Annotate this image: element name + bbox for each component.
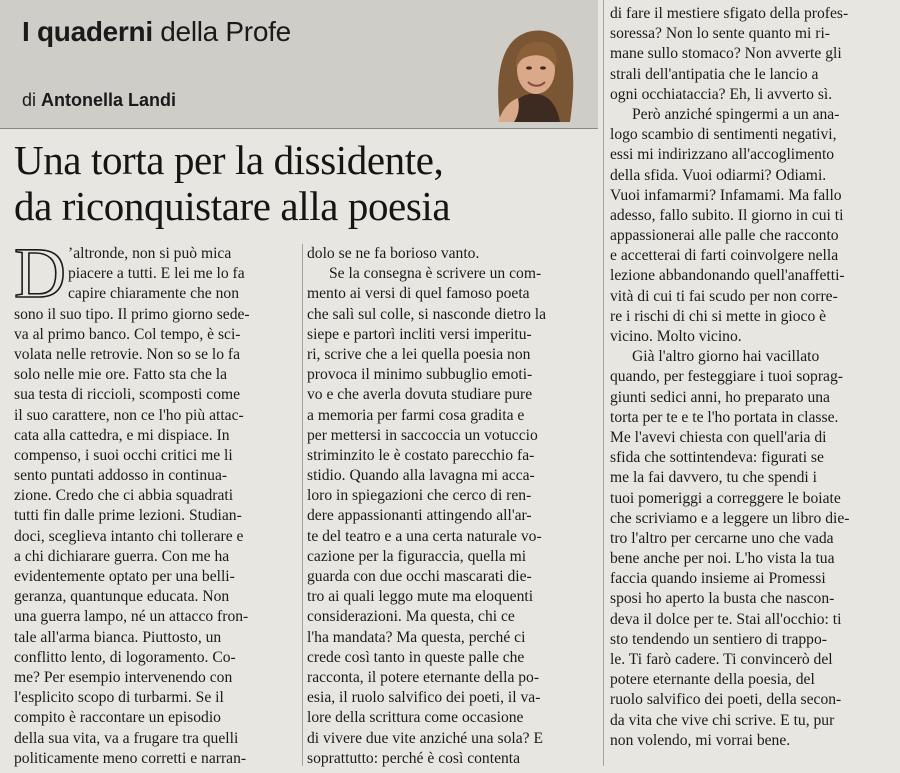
- text-line: sua testa di riccioli, scomposti come: [14, 386, 241, 404]
- byline-prefix: di: [22, 90, 37, 110]
- text-line: esia, il ruolo salvifico dei poeti, il va-: [307, 689, 541, 707]
- text-line: a chi dichiarare guerra. Con me ha: [14, 547, 230, 565]
- text-line: sento puntati addosso in continua-: [14, 467, 228, 485]
- text-line: Vuoi infamarmi? Infamami. Ma fallo: [610, 186, 842, 204]
- text-line: di vivere due vite anziché una sola? E: [307, 729, 543, 747]
- author-photo: [478, 18, 582, 122]
- text-line: della sua vita, va a frugare tra quelli: [14, 729, 239, 747]
- text-line: vità di cui ti fai scudo per non corre-: [610, 287, 838, 305]
- headline-line-2: da riconquistare alla poesia: [14, 183, 451, 229]
- text-line: a memoria per farmi cosa gradita e: [307, 406, 525, 424]
- text-line: potere eternante della poesia, del: [610, 671, 815, 689]
- text-line: striminzito le è costato parecchio fa-: [307, 446, 535, 464]
- text-line: che scriviamo e a leggere un libro die-: [610, 509, 850, 527]
- text-line: tale all'arma bianca. Piuttosto, un: [14, 628, 222, 646]
- text-line: adesso, fallo subito. Il giorno in cui ti: [610, 206, 844, 224]
- text-line: considerazioni. Ma questa, chi ce: [307, 608, 515, 626]
- text-line: della sfida. Vuoi odiarmi? Odiami.: [610, 166, 827, 184]
- text-line: deva il dolce per te. Stai all'occhio: ti: [610, 610, 842, 628]
- text-line: me la fai davvero, tu che spendi i: [610, 469, 817, 487]
- text-line: siepe e partorì incliti versi imperitu-: [307, 325, 532, 343]
- text-line: appassionerai alle palle che racconto: [610, 227, 839, 245]
- text-line: vicino. Molto vicino.: [610, 328, 742, 345]
- text-line: vo e che averla dovuta studiare pure: [307, 386, 533, 404]
- text-line: crede così tanto in queste palle che: [307, 648, 525, 666]
- text-line: provoca il minimo subbuglio emoti-: [307, 366, 533, 384]
- text-line: di fare il mestiere sfigato della profes-: [610, 5, 849, 22]
- text-line: geranza, quantunque educata. Non: [14, 588, 230, 606]
- text-line: bene anche per noi. L'ho vista la tua: [610, 550, 835, 568]
- drop-cap: D: [14, 233, 66, 313]
- text-line: logo scambio di sentimenti negativi,: [610, 126, 837, 144]
- text-line: Me l'avevi chiesta con quell'aria di: [610, 428, 827, 446]
- text-line: soressa? Non lo sente quanto mi ri-: [610, 25, 830, 43]
- text-line: compenso, i suoi occhi critici me li: [14, 446, 233, 464]
- text-line: ri, scrive che a lei quella poesia non: [307, 345, 531, 363]
- text-line: una guerra lampo, né un attacco fron-: [14, 608, 249, 626]
- headline-line-1: Una torta per la dissidente,: [14, 137, 444, 183]
- rubric-bold: I quaderni: [22, 16, 153, 47]
- text-line: lore della scrittura come occasione: [307, 709, 524, 727]
- text-line: tuoi pomeriggi a correggere le boiate: [610, 489, 841, 507]
- text-line: piacere a tutti. E lei me lo fa: [68, 265, 245, 283]
- text-line: dolo se ne fa borioso vanto.: [307, 245, 480, 262]
- text-line: loro in spiegazioni che cerco di ren-: [307, 487, 532, 505]
- text-line: sfida che sottintendeva: figurati se: [610, 449, 824, 467]
- rubric-title: [22, 16, 291, 48]
- text-line: quando, per festeggiare i tuoi soprag-: [610, 368, 843, 386]
- text-line: lezione abbandonando quell'anaffetti-: [610, 267, 845, 285]
- text-line: sposi ho aperto la busta che nascon-: [610, 590, 835, 608]
- column-divider: [302, 244, 303, 766]
- text-line: te del teatro e a una certa naturale vo-: [307, 527, 542, 545]
- text-line: le. Ti farò cadere. Ti convincerò del: [610, 651, 833, 668]
- text-line: va al primo banco. Col tempo, è sci-: [14, 325, 241, 343]
- text-line: volata nelle retrovie. Non so se lo fa: [14, 345, 241, 363]
- text-line: cazione per la figuraccia, quella mi: [307, 547, 527, 565]
- text-line: giunti sedici anni, ho preparato una: [610, 388, 830, 406]
- text-line: mento ai versi di quel famoso poeta: [307, 285, 530, 303]
- text-line: Però anziché spingermi a un ana-: [632, 105, 840, 123]
- column-header: [0, 0, 598, 129]
- text-line: racconta, il potere eternante della po-: [307, 668, 540, 686]
- column-divider: [603, 0, 604, 766]
- text-line: sono il suo tipo. Il primo giorno sede-: [14, 305, 250, 323]
- article-column-2: [307, 244, 597, 769]
- text-line: ’altronde, non si può mica: [68, 245, 232, 262]
- text-line: cata alla cattedra, e mi dispiace. In: [14, 426, 230, 444]
- author-portrait-image: [478, 18, 582, 122]
- text-line: evidentemente optato per una belli-: [14, 568, 235, 585]
- byline: [22, 90, 176, 111]
- text-line: doci, sceglieva intanto chi tollerare e: [14, 527, 244, 545]
- text-line: zione. Credo che ci abbia squadrati: [14, 487, 234, 505]
- text-line: l'ha mandata? Ma questa, perché ci: [307, 628, 526, 646]
- text-line: torta per te e te l'ho portata in classe.: [610, 408, 839, 426]
- text-line: conflitto lento, di logoramento. Co-: [14, 648, 236, 666]
- text-line: Se la consegna è scrivere un com-: [329, 265, 542, 283]
- text-line: non volendo, mi vorrai bene.: [610, 731, 791, 749]
- text-line: tro ai quali leggo mute ma eloquenti: [307, 588, 534, 606]
- text-line: politicamente meno corretti e narran-: [14, 749, 247, 767]
- text-line: Già l'altro giorno hai vacillato: [632, 348, 820, 366]
- text-line: solo nelle mie ore. Fatto sta che la: [14, 366, 228, 384]
- text-line: ruolo salvifico dei poeti, della secon-: [610, 691, 842, 709]
- headline: [14, 137, 599, 229]
- text-line: tutti fin dalle prime lezioni. Studian-: [14, 507, 242, 525]
- text-line: re i rischi di chi si mette in gioco è: [610, 307, 827, 325]
- text-line: soprattutto: perché è così contenta: [307, 749, 521, 767]
- text-line: sto tendendo un sentiero di trappo-: [610, 630, 827, 648]
- text-line: ogni occhiataccia? Eh, li avverto sì.: [610, 85, 833, 103]
- text-line: capire chiaramente che non: [68, 285, 239, 303]
- article-column-3: [610, 4, 890, 751]
- author-name: Antonella Landi: [41, 90, 177, 110]
- text-line: compito è raccontare un episodio: [14, 709, 221, 727]
- text-line: stidio. Quando alla lavagna mi acca-: [307, 467, 535, 485]
- text-line: da vita che vive chi scrive. E tu, pur: [610, 711, 835, 729]
- text-line: dere appassionanti attingendo all'ar-: [307, 507, 532, 525]
- text-line: faccia quando insieme ai Promessi: [610, 570, 826, 588]
- text-line: l'esplicito scopo di turbarmi. Se il: [14, 689, 224, 707]
- text-line: mane sullo stomaco? Non avverte gli: [610, 45, 842, 63]
- text-line: me? Per esempio intervenendo con: [14, 668, 233, 686]
- text-line: essi mi indirizzano all'accoglimento: [610, 146, 835, 164]
- text-line: e accetterai di farti coinvolgere nella: [610, 247, 839, 265]
- text-line: strali dell'antipatia che le lancio a: [610, 65, 819, 83]
- text-line: che salì sul colle, si nasconde dietro la: [307, 305, 547, 323]
- text-line: per mettersi in saccoccia un votuccio: [307, 426, 538, 444]
- article-column-1: [14, 244, 299, 769]
- text-line: il suo carattere, non ce l'ho più attac-: [14, 406, 244, 424]
- text-line: guarda con due occhi mascarati die-: [307, 568, 532, 585]
- rubric-light: della Profe: [160, 16, 291, 47]
- text-line: tro l'altro per cercarne uno che vada: [610, 529, 834, 547]
